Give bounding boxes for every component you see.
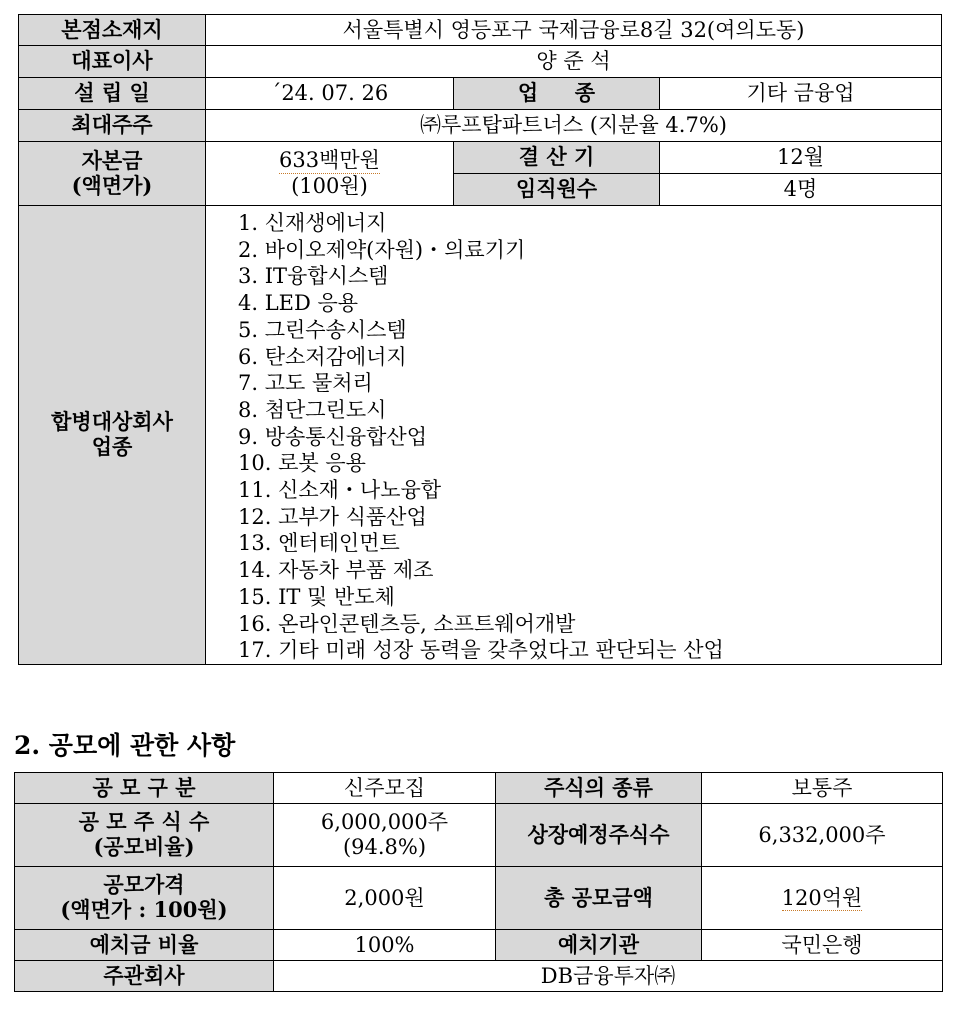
capital-value-line2: (100원) bbox=[291, 174, 368, 198]
ceo-label: 대표이사 bbox=[19, 46, 206, 78]
list-item: 5. 그린수송시스템 bbox=[238, 317, 407, 342]
capital-label bbox=[19, 142, 206, 206]
section-heading: 2. 공모에 관한 사항 bbox=[14, 731, 236, 760]
capital-label-line1: 자본금 bbox=[81, 147, 143, 173]
founded-value: ´24. 07. 26 bbox=[206, 78, 454, 110]
merger-industry-list bbox=[206, 206, 942, 665]
offering-type-row bbox=[15, 773, 943, 804]
industry-label: 업 종 bbox=[454, 78, 660, 110]
offering-price-row bbox=[15, 867, 943, 930]
list-item: 1. 신재생에너지 bbox=[238, 211, 387, 235]
list-item: 13. 엔터테인먼트 bbox=[238, 531, 400, 556]
staff-label: 임직원수 bbox=[454, 174, 660, 206]
underwriter-row bbox=[15, 961, 943, 992]
offering-shares-row bbox=[15, 804, 943, 867]
list-item: 10. 로봇 응용 bbox=[238, 451, 366, 476]
offering-type-value: 신주모집 bbox=[274, 773, 496, 804]
shareholder-label: 최대주주 bbox=[19, 110, 206, 142]
deposit-ratio-label: 예치금 비율 bbox=[15, 930, 274, 961]
underwriter-value: DB금융투자㈜ bbox=[274, 961, 943, 992]
industry-value: 기타 금융업 bbox=[660, 78, 942, 110]
fiscal-value: 12월 bbox=[660, 142, 942, 174]
offering-shares-value bbox=[274, 804, 496, 867]
founded-row bbox=[19, 78, 942, 110]
list-item: 7. 고도 물처리 bbox=[238, 371, 373, 396]
merger-label-line1: 합병대상회사 bbox=[51, 409, 173, 435]
deposit-row bbox=[15, 930, 943, 961]
offering-shares-value-line1: 6,000,000주 bbox=[320, 810, 449, 835]
list-item: 16. 온라인콘텐츠등, 소프트웨어개발 bbox=[238, 611, 576, 636]
shareholder-value: ㈜루프탑파트너스 (지분율 4.7%) bbox=[206, 110, 942, 142]
capital-label-line2: (액면가) bbox=[71, 172, 153, 198]
ceo-value: 양 준 석 bbox=[206, 46, 942, 78]
deposit-ratio-value: 100% bbox=[274, 930, 496, 961]
list-item: 15. IT 및 반도체 bbox=[238, 584, 395, 609]
list-item: 4. LED 응용 bbox=[238, 291, 359, 316]
offering-shares-label-line1: 공 모 주 식 수 bbox=[78, 809, 210, 835]
list-item: 8. 첨단그린도시 bbox=[238, 397, 387, 422]
company-overview-table bbox=[18, 14, 942, 665]
total-amount-value bbox=[702, 867, 943, 930]
stock-kind-value: 보통주 bbox=[702, 773, 943, 804]
list-item: 14. 자동차 부품 제조 bbox=[238, 558, 434, 583]
offering-type-label: 공 모 구 분 bbox=[15, 773, 274, 804]
offering-shares-label bbox=[15, 804, 274, 867]
offering-price-label-line1: 공모가격 bbox=[103, 872, 185, 898]
capital-value bbox=[206, 142, 454, 206]
ceo-row bbox=[19, 46, 942, 78]
shareholder-row bbox=[19, 110, 942, 142]
deposit-institution-value: 국민은행 bbox=[702, 930, 943, 961]
fiscal-label: 결 산 기 bbox=[454, 142, 660, 174]
listed-shares-label: 상장예정주식수 bbox=[496, 804, 702, 867]
merger-label bbox=[19, 206, 206, 665]
stock-kind-label: 주식의 종류 bbox=[496, 773, 702, 804]
merger-row bbox=[19, 206, 942, 665]
capital-row-1 bbox=[19, 142, 942, 174]
list-item: 9. 방송통신융합산업 bbox=[238, 424, 427, 449]
total-amount-text: 120억원 bbox=[781, 885, 863, 910]
offering-shares-label-line2: (공모비율) bbox=[93, 834, 195, 859]
capital-value-line1: 633백만원 bbox=[279, 148, 380, 173]
underwriter-label: 주관회사 bbox=[15, 961, 274, 992]
offering-price-label bbox=[15, 867, 274, 930]
hq-value: 서울특별시 영등포구 국제금융로8길 32(여의도동) bbox=[206, 15, 942, 46]
list-item: 12. 고부가 식품산업 bbox=[238, 504, 427, 529]
list-item: 3. IT융합시스템 bbox=[238, 264, 389, 289]
deposit-institution-label: 예치기관 bbox=[496, 930, 702, 961]
offering-price-value: 2,000원 bbox=[274, 867, 496, 930]
hq-label: 본점소재지 bbox=[19, 15, 206, 46]
list-item: 11. 신소재・나노융합 bbox=[238, 478, 442, 503]
staff-value: 4명 bbox=[660, 174, 942, 206]
list-item: 6. 탄소저감에너지 bbox=[238, 344, 407, 369]
list-item: 2. 바이오제약(자원)・의료기기 bbox=[238, 237, 526, 262]
founded-label: 설 립 일 bbox=[19, 78, 206, 110]
offering-shares-value-line2: (94.8%) bbox=[342, 835, 427, 859]
total-amount-label: 총 공모금액 bbox=[496, 867, 702, 930]
hq-row bbox=[19, 15, 942, 46]
offering-price-label-line2: (액면가 : 100원) bbox=[60, 897, 228, 922]
list-item: 17. 기타 미래 성장 동력을 갖추었다고 판단되는 산업 bbox=[238, 638, 724, 663]
listed-shares-value: 6,332,000주 bbox=[702, 804, 943, 867]
merger-label-line2: 업종 bbox=[91, 433, 133, 459]
offering-table bbox=[14, 772, 943, 992]
